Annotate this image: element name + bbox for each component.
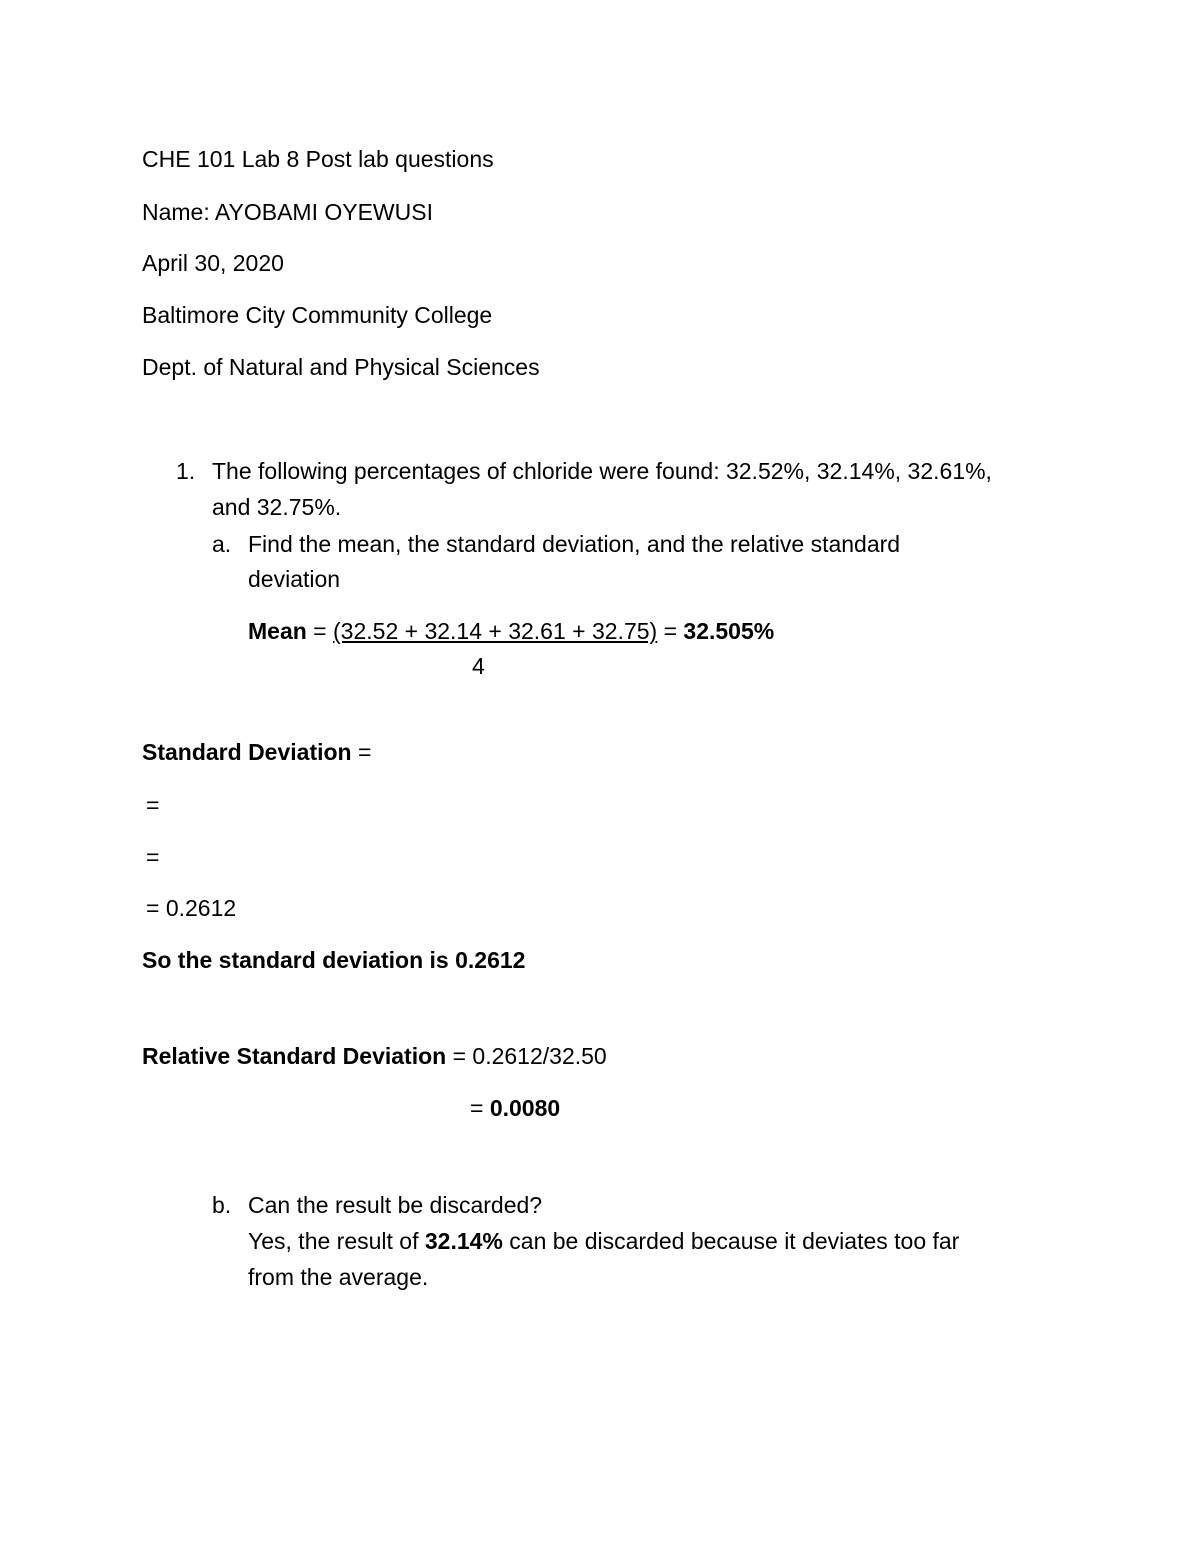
student-name: Name: AYOBAMI OYEWUSI (142, 199, 433, 225)
mean-label: Mean (248, 618, 307, 644)
part-a-letter: a. (212, 531, 232, 557)
std-dev-equals: = (351, 739, 372, 765)
std-dev-conclusion: So the standard deviation is 0.2612 (142, 947, 526, 973)
mean-formula (248, 620, 774, 643)
question-1-number: 1. (176, 458, 196, 484)
document-title: CHE 101 Lab 8 Post lab questions (142, 146, 494, 172)
rsd-result-line (470, 1097, 560, 1120)
department-name: Dept. of Natural and Physical Sciences (142, 354, 540, 380)
std-dev-step-2: = (146, 844, 160, 870)
std-dev-heading (142, 741, 371, 764)
rsd-result: 0.0080 (489, 1095, 561, 1121)
part-b-answer-line2: from the average. (248, 1264, 429, 1290)
std-dev-step-3: = 0.2612 (146, 895, 237, 921)
mean-denominator: 4 (472, 653, 485, 679)
rsd-label: Relative Standard Deviation (142, 1043, 447, 1069)
question-1-text-line1: The following percentages of chloride were found: 32.52%, 32.14%, 32.61%, (212, 458, 992, 484)
rsd-equals: = (470, 1095, 490, 1121)
std-dev-label: Standard Deviation (142, 739, 352, 765)
part-b-answer-suffix: can be discarded because it deviates too far (502, 1228, 960, 1254)
question-1-text-line2: and 32.75%. (212, 494, 342, 520)
college-name: Baltimore City Community College (142, 302, 493, 328)
part-a-text-line1: Find the mean, the standard deviation, and the relative standard (248, 531, 901, 557)
rsd-expression: = 0.2612/32.50 (446, 1043, 607, 1069)
mean-numerator: (32.52 + 32.14 + 32.61 + 32.75) (333, 618, 658, 644)
mean-equals-2: = (657, 618, 684, 644)
rsd-formula (142, 1045, 607, 1068)
std-dev-step-1: = (146, 792, 160, 818)
part-b-answer-line1 (248, 1230, 959, 1253)
mean-result: 32.505% (683, 618, 775, 644)
part-b-letter: b. (212, 1192, 232, 1218)
part-b-question: Can the result be discarded? (248, 1192, 543, 1218)
part-b-answer-value: 32.14% (424, 1228, 503, 1254)
part-a-text-line2: deviation (248, 566, 341, 592)
part-b-answer-prefix: Yes, the result of (248, 1228, 425, 1254)
document-date: April 30, 2020 (142, 250, 284, 276)
mean-equals: = (306, 618, 334, 644)
